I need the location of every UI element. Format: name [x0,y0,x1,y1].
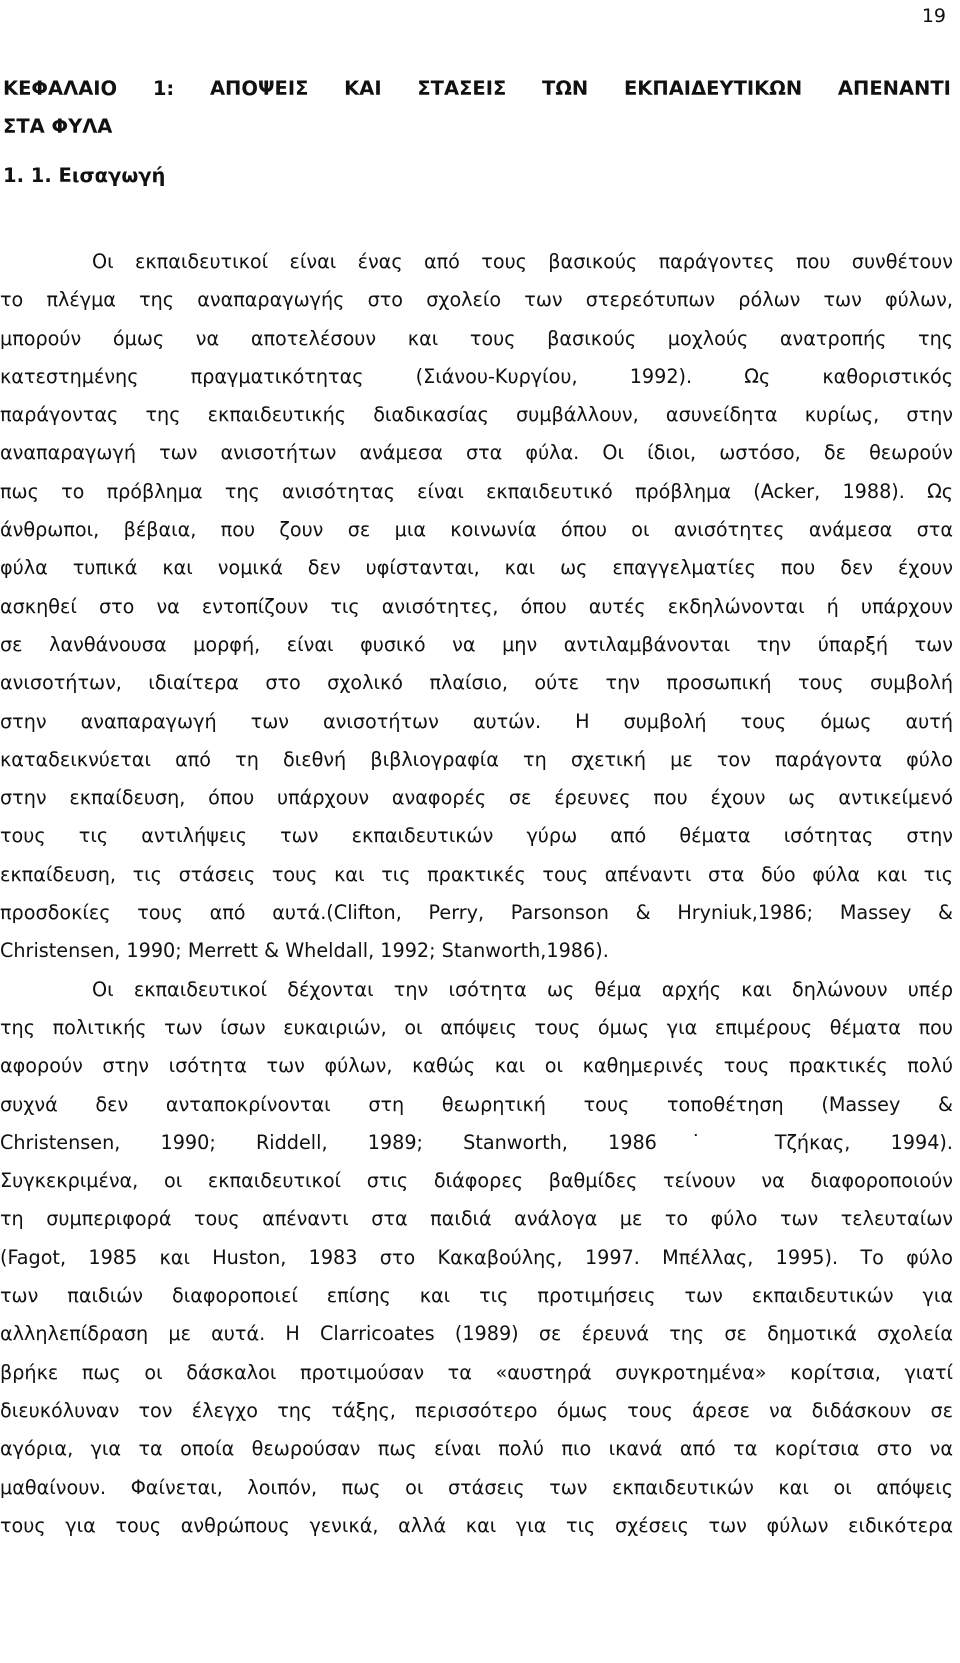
text-line: παράγοντας της εκπαιδευτικής διαδικασίας συμβάλλουν, ασυνείδητα κυρίως, στην [0,403,953,427]
text-line: βρήκε πως οι δάσκαλοι προτιμούσαν τα «αυστηρά συγκροτημένα» κορίτσια, γιατί [0,1360,953,1384]
text-line: στην εκπαίδευση, όπου υπάρχουν αναφορές σε έρευνες που έχουν ως αντικείμενό [0,786,953,810]
chapter-title-word: ΑΠΟΨΕΙΣ [209,77,309,100]
text-line: (Fagot, 1985 και Huston, 1983 στο Κακαβούλης, 1997. Μπέλλας, 1995). Το φύλο [0,1245,953,1269]
text-line: προσδοκίες τους από αυτά.(Clifton, Perry, Parsonson & Hryniuk,1986; Massey & [0,901,953,925]
text-line: αλληλεπίδραση με αυτά. Η Clarricoates (1989) σε έρευνά της σε δημοτικά σχολεία [0,1322,953,1346]
chapter-title-word: ΕΚΠΑΙΔΕΥΤΙΚΩΝ [623,77,803,100]
text-line: των παιδιών διαφοροποιεί επίσης και τις προτιμήσεις των εκπαιδευτικών για [0,1284,953,1308]
section-title: 1. 1. Εισαγωγή [3,164,166,187]
text-line: Christensen, 1990; Merrett & Wheldall, 1992; Stanworth,1986). [0,939,609,963]
text-line: άνθρωποι, βέβαια, που ζουν σε μια κοινωνία όπου οι ανισότητες ανάμεσα στα [0,518,953,542]
page-number: 19 [921,5,946,27]
chapter-title-word: ΑΠΕΝΑΝΤΙ [837,77,951,100]
text-line: πως το πρόβλημα της ανισότητας είναι εκπαιδευτικό πρόβλημα (Acker, 1988). Ως [0,479,953,503]
text-line: το πλέγμα της αναπαραγωγής στο σχολείο των στερεότυπων ρόλων των φύλων, [0,288,953,312]
text-line: αναπαραγωγή των ανισοτήτων ανάμεσα στα φύλα. Οι ίδιοι, ωστόσο, δε θεωρούν [0,441,953,465]
text-line: Οι εκπαιδευτικοί είναι ένας από τους βασικούς παράγοντες που συνθέτουν [92,250,953,273]
text-line: στην αναπαραγωγή των ανισοτήτων αυτών. Η συμβολή τους όμως αυτή [0,709,953,733]
text-line: Christensen, 1990; Riddell, 1989; Stanworth, 1986˙ Τζήκας, 1994). [0,1130,953,1154]
text-line: διευκόλυναν τον έλεγχο της τάξης, περισσότερο όμως τους άρεσε να διδάσκουν σε [0,1398,953,1422]
text-line: φύλα τυπικά και νομικά δεν υφίστανται, και ως επαγγελματίες που δεν έχουν [0,556,953,580]
text-line: Οι εκπαιδευτικοί δέχονται την ισότητα ως θέμα αρχής και δηλώνουν υπέρ [92,977,953,1001]
text-line: μπορούν όμως να αποτελέσουν και τους βασικούς μοχλούς ανατροπής της [0,326,953,350]
text-line: μαθαίνουν. Φαίνεται, λοιπόν, πως οι στάσεις των εκπαιδευτικών και οι απόψεις [0,1475,953,1499]
chapter-title-word: ΤΩΝ [542,77,589,100]
text-line: ανισοτήτων, ιδιαίτερα στο σχολικό πλαίσιο, ούτε την προσωπική τους συμβολή [0,671,953,695]
body-text [0,243,953,1545]
text-line: αγόρια, για τα οποία θεωρούσαν πως είναι πολύ πιο ικανά από τα κορίτσια στο να [0,1437,953,1461]
chapter-title-word: ΚΕΦΑΛΑΙΟ [3,77,118,100]
paragraph-2 [0,971,953,1545]
text-line: συχνά δεν ανταποκρίνονται στη θεωρητική τους τοποθέτηση (Massey & [0,1092,953,1116]
text-line: τους τις αντιλήψεις των εκπαιδευτικών γύρω από θέματα ισότητας στην [0,824,953,848]
text-line: ασκηθεί στο να εντοπίζουν τις ανισότητες, όπου αυτές εκδηλώνονται ή υπάρχουν [0,594,953,618]
chapter-title [3,70,951,146]
paragraph-1 [0,243,953,971]
chapter-title-line-2: ΣΤΑ ΦΥΛΑ [3,115,113,138]
text-line: σε λανθάνουσα μορφή, είναι φυσικό να μην αντιλαμβάνονται την ύπαρξή των [0,632,953,656]
chapter-title-word: ΣΤΑΣΕΙΣ [417,77,507,100]
chapter-title-line-1 [3,70,951,108]
text-line: κατεστημένης πραγματικότητας (Σιάνου-Κυργίου, 1992). Ως καθοριστικός [0,364,953,388]
text-line: τη συμπεριφορά τους απέναντι στα παιδιά ανάλογα με το φύλο των τελευταίων [0,1207,953,1231]
text-line: εκπαίδευση, τις στάσεις τους και τις πρακτικές τους απέναντι στα δύο φύλα και τις [0,862,953,886]
text-line: καταδεικνύεται από τη διεθνή βιβλιογραφία τη σχετική με τον παράγοντα φύλο [0,747,953,771]
text-line: αφορούν στην ισότητα των φύλων, καθώς και οι καθημερινές τους πρακτικές πολύ [0,1054,953,1078]
chapter-title-word: 1: [152,77,175,100]
text-line: της πολιτικής των ίσων ευκαιριών, οι απόψεις τους όμως για επιμέρους θέματα που [0,1015,953,1039]
chapter-title-word: ΚΑΙ [344,77,382,100]
text-line: τους για τους ανθρώπους γενικά, αλλά και για τις σχέσεις των φύλων ειδικότερα [0,1513,953,1537]
text-line: Συγκεκριμένα, οι εκπαιδευτικοί στις διάφορες βαθμίδες τείνουν να διαφοροποιούν [0,1169,953,1193]
